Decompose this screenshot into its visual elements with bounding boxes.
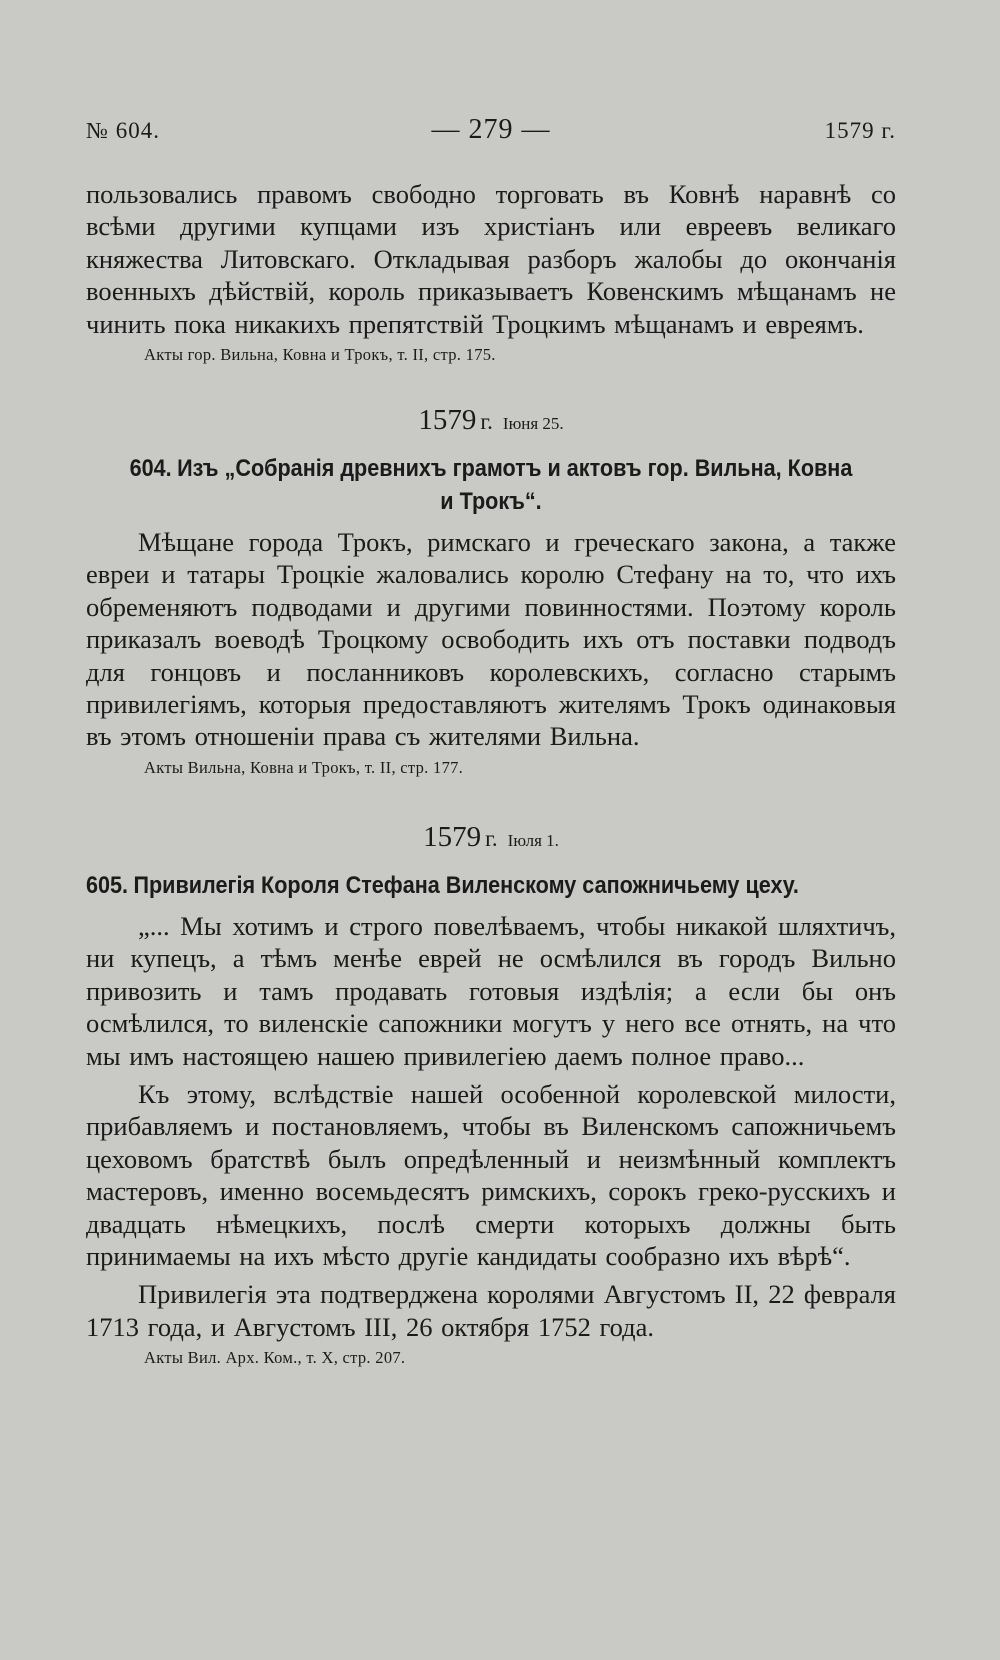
document-number: 605.	[86, 871, 129, 899]
date-year: 1579	[423, 820, 482, 853]
source-citation: Акты гор. Вильна, Ковна и Трокъ, т. II, стр. 175.	[144, 345, 496, 365]
document-paragraph: Мѣщане города Трокъ, римскаго и греческаго закона, а также евреи и татары Троцкіе жаловались королю Стефану на то, что ихъ обременяютъ подводами и другими повинностями. Поэтому король приказалъ воеводѣ Троцкому освободить ихъ отъ поставки подводъ для гонцовъ и посланниковъ королевскихъ, согласно старымъ привилегіямъ, которыя предоставляютъ жителямъ Трокъ одинаковыя въ этомъ отношеніи права съ жителями Вильна.	[86, 527, 896, 752]
date-day: Іюля 1.	[507, 830, 559, 850]
document-paragraph: „... Мы хотимъ и строго повелѣваемъ, чтобы никакой шляхтичъ, ни купецъ, а тѣмъ менѣе еврей не осмѣлился въ городъ Вильно привозить и тамъ продавать готовыя издѣлія; а если бы онъ осмѣлился, то виленскіе сапожники могутъ у него все отнять, на что мы имъ настоящею нашею привилегіею даемъ полное право...	[86, 910, 896, 1071]
continued-paragraph: пользовались правомъ свободно торговать въ Ковнѣ наравнѣ со всѣми другими купцами изъ христіанъ или евреевъ великаго княжества Литовскаго. Откладывая разборъ жалобы до окончанія военныхъ дѣйствій, король приказываетъ Ковенскимъ мѣщанамъ не чинить пока никакихъ препятствій Троцкимъ мѣщанамъ и евреямъ.	[86, 179, 896, 339]
document-number: 604.	[129, 455, 172, 483]
date-year-suffix: г.	[485, 825, 498, 851]
date-day: Іюня 25.	[502, 414, 564, 434]
source-citation: Акты Вильна, Ковна и Трокъ, т. II, стр. 177.	[144, 757, 464, 777]
source-citation: Акты Вил. Арх. Ком., т. X, стр. 207.	[144, 1348, 406, 1368]
document-heading	[86, 869, 815, 902]
document-paragraph: Къ этому, вслѣдствіе нашей особенной королевской милости, прибавляемъ и постановляемъ, чтобы въ Виленскомъ сапожничьемъ цеховомъ братствѣ былъ опредѣленный и неизмѣнный комплектъ мастеровъ, именно восемьдесятъ римскихъ, сорокъ греко-русскихъ и двадцать нѣмецкихъ, послѣ смерти которыхъ должны быть принимаемы на ихъ мѣсто другіе кандидаты сообразно ихъ вѣрѣ“.	[86, 1078, 896, 1271]
document-title: Изъ „Собранія древнихъ грамотъ и актовъ гор. Вильна, Ковна и Трокъ“.	[177, 455, 853, 516]
document-date	[86, 819, 896, 859]
document-title: Привилегія Короля Стефана Виленскому сапожничьему цеху.	[133, 871, 799, 899]
document-paragraph: Привилегія эта подтверджена королями Августомъ II, 22 февраля 1713 года, и Августомъ III, 26 октября 1752 года.	[86, 1279, 896, 1342]
date-year: 1579	[418, 404, 477, 437]
page-body	[86, 178, 896, 1369]
document-date	[86, 402, 896, 442]
year-header: 1579 г.	[824, 118, 896, 143]
date-year-suffix: г.	[480, 409, 493, 435]
document-heading	[127, 452, 856, 518]
document-number-header: № 604.	[86, 118, 160, 143]
page-number: — 279 —	[431, 114, 551, 145]
page-header	[86, 114, 896, 158]
